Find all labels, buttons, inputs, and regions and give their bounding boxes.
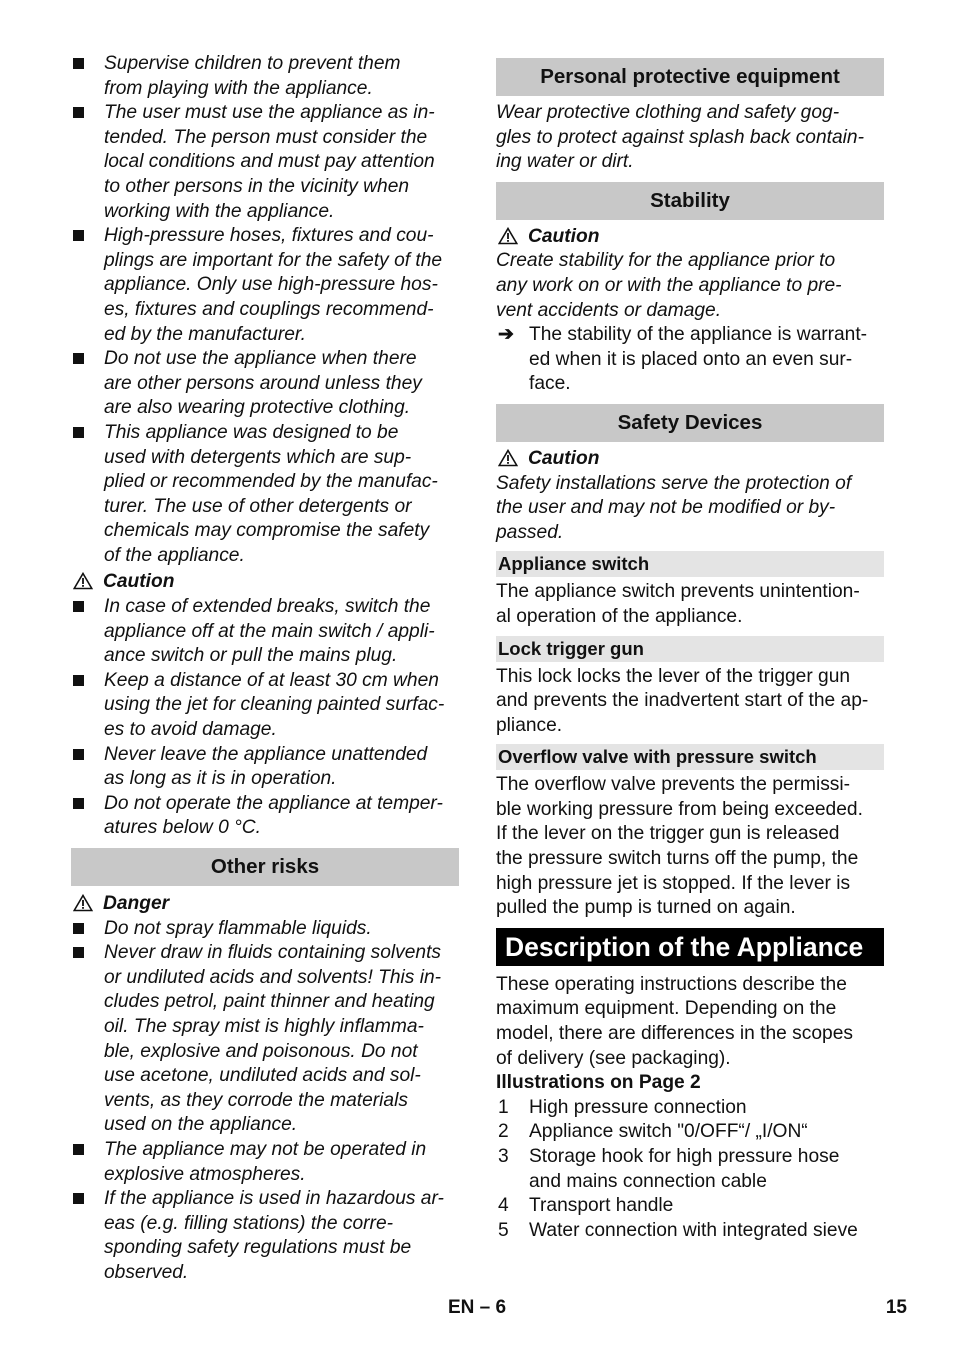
warning-triangle-icon	[498, 449, 518, 467]
appliance-switch-heading: Appliance switch	[496, 551, 884, 577]
text-line: Do not operate the appliance at temper-	[104, 792, 443, 814]
text-line: as long as it is in operation.	[104, 768, 337, 790]
text-line: Keep a distance of at least 30 cm when	[104, 669, 439, 691]
caution-notice	[71, 570, 459, 595]
text-line: cludes petrol, paint thinner and heating	[104, 991, 435, 1013]
text-line: tended. The person must consider the	[104, 126, 428, 148]
text-line: ance switch or pull the mains plug.	[104, 645, 398, 667]
text-line: from playing with the appliance.	[104, 77, 373, 99]
text-line: Storage hook for high pressure hose	[529, 1146, 840, 1167]
list-item	[496, 1219, 884, 1244]
caution-label: Caution	[528, 447, 600, 469]
item-number: 5	[498, 1219, 509, 1241]
text-line: pulled the pump is turned on again.	[496, 897, 796, 919]
bullet-item	[71, 669, 459, 743]
caution-label: Caution	[103, 571, 175, 593]
text-line: using the jet for cleaning painted surfac-	[104, 694, 445, 716]
item-number: 1	[498, 1096, 509, 1118]
safety-bullet-list	[71, 52, 459, 568]
text-line: turer. The use of other detergents or	[104, 495, 412, 517]
bullet-item	[71, 101, 459, 224]
text-line: The appliance may not be operated in	[104, 1138, 427, 1160]
stability-text	[496, 249, 884, 323]
text-line: are other persons around unless they	[104, 372, 422, 394]
description-text	[496, 973, 884, 1071]
left-column	[71, 52, 459, 1286]
text-line: ing water or dirt.	[496, 151, 634, 173]
item-number: 2	[498, 1121, 509, 1143]
bullet-item	[71, 743, 459, 792]
text-line: Water connection with integrated sieve	[529, 1219, 858, 1241]
text-line: of delivery (see packaging).	[496, 1047, 731, 1069]
list-item	[496, 1096, 884, 1121]
text-line: used with detergents which are sup-	[104, 446, 412, 468]
text-line: face.	[529, 373, 571, 395]
text-line: ed by the manufacturer.	[104, 323, 306, 345]
text-line: In case of extended breaks, switch the	[104, 596, 431, 618]
text-line: high pressure jet is stopped. If the lever is	[496, 872, 851, 894]
text-line: These operating instructions describe the	[496, 973, 847, 995]
ppe-heading: Personal protective equipment	[496, 58, 884, 96]
text-line: The user must use the appliance as in-	[104, 102, 435, 124]
text-line: plied or recommended by the manufac-	[104, 471, 438, 493]
text-line: use acetone, undiluted acids and sol-	[104, 1065, 421, 1087]
text-line: pliance.	[496, 714, 563, 736]
bullet-item	[71, 52, 459, 101]
overflow-valve-heading: Overflow valve with pressure switch	[496, 744, 884, 770]
bullet-item	[71, 792, 459, 841]
text-line: ble, explosive and poisonous. Do not	[104, 1040, 418, 1062]
text-line: This lock locks the lever of the trigger gun	[496, 665, 851, 687]
safety-caution-notice	[496, 447, 884, 472]
text-line: Safety installations serve the protection of	[496, 472, 852, 494]
warning-triangle-icon	[498, 227, 518, 245]
text-line: atures below 0 °C.	[104, 817, 261, 839]
text-line: Supervise children to prevent them	[104, 53, 401, 74]
bullet-item	[71, 421, 459, 569]
text-line: to other persons in the vicinity when	[104, 175, 410, 197]
text-line: working with the appliance.	[104, 200, 335, 222]
text-line: any work on or with the appliance to pre-	[496, 274, 842, 296]
item-number: 3	[498, 1146, 509, 1167]
text-line: or undiluted acids and solvents! This in-	[104, 966, 442, 988]
arrow-right-icon: ➔	[498, 324, 515, 346]
safety-devices-heading: Safety Devices	[496, 404, 884, 442]
bullet-item	[71, 224, 459, 347]
text-line: eas (e.g. filling stations) the corre-	[104, 1212, 394, 1234]
text-line: Transport handle	[529, 1195, 674, 1217]
danger-bullet-list	[71, 917, 459, 1286]
right-column	[496, 58, 884, 1243]
stability-result-text	[529, 323, 884, 397]
appliance-switch-text	[496, 580, 884, 629]
text-line: Never draw in fluids containing solvents	[104, 942, 442, 964]
text-line: Never leave the appliance unattended	[104, 743, 428, 765]
text-line: of the appliance.	[104, 544, 245, 566]
lock-trigger-heading: Lock trigger gun	[496, 636, 884, 662]
text-line: chemicals may compromise the safety	[104, 520, 430, 542]
text-line: The overflow valve prevents the permissi-	[496, 774, 851, 796]
danger-notice	[71, 892, 459, 917]
text-line: plings are important for the safety of the	[104, 249, 443, 271]
text-line: High-pressure hoses, fixtures and cou-	[104, 225, 434, 247]
text-line: ed when it is placed onto an even sur-	[529, 348, 853, 370]
bullet-item	[71, 941, 459, 1138]
text-line: es, fixtures and couplings recommend-	[104, 298, 434, 320]
lock-trigger-text	[496, 665, 884, 739]
text-line: The stability of the appliance is warrant-	[529, 324, 868, 346]
bullet-item	[71, 1187, 459, 1285]
text-line: used on the appliance.	[104, 1114, 298, 1136]
text-line: passed.	[496, 521, 564, 543]
bullet-item	[71, 595, 459, 669]
text-line: maximum equipment. Depending on the	[496, 998, 837, 1020]
text-line: and mains connection cable	[529, 1170, 767, 1192]
warning-triangle-icon	[73, 894, 93, 912]
text-line: and prevents the inadvertent start of the ap-	[496, 690, 869, 712]
text-line: local conditions and must pay attention	[104, 151, 435, 173]
text-line: al operation of the appliance.	[496, 605, 743, 627]
text-line: vent accidents or damage.	[496, 299, 722, 321]
text-line: oil. The spray mist is highly inflamma-	[104, 1015, 424, 1037]
caution-label: Caution	[528, 225, 600, 247]
text-line: Do not use the appliance when there	[104, 348, 417, 370]
component-list	[496, 1096, 884, 1244]
text-line: Wear protective clothing and safety gog-	[496, 102, 840, 123]
stability-caution-notice	[496, 225, 884, 250]
text-line: es to avoid damage.	[104, 719, 277, 741]
text-line: the pressure switch turns off the pump, the	[496, 848, 859, 870]
text-line: Appliance switch "0/OFF“/ „I/ON“	[529, 1121, 808, 1143]
text-line: If the appliance is used in hazardous ar-	[104, 1188, 444, 1210]
text-line: sponding safety regulations must be	[104, 1237, 412, 1259]
text-line: Do not spray flammable liquids.	[104, 917, 372, 939]
warning-triangle-icon	[73, 572, 93, 590]
text-line: The appliance switch prevents unintention-	[496, 581, 860, 603]
text-line: If the lever on the trigger gun is released	[496, 823, 840, 845]
illustrations-label: Illustrations on Page 2	[496, 1072, 701, 1094]
text-line: appliance. Only use high-pressure hos-	[104, 274, 438, 296]
footer-language-page: EN – 6	[447, 1297, 507, 1318]
page-number: 15	[885, 1297, 907, 1318]
text-line: This appliance was designed to be	[104, 421, 399, 443]
bullet-item	[71, 347, 459, 421]
ppe-text	[496, 101, 884, 175]
danger-label: Danger	[103, 893, 170, 914]
overflow-valve-text	[496, 773, 884, 921]
list-item	[496, 1194, 884, 1219]
text-line: vents, as they corrode the materials	[104, 1089, 408, 1111]
text-line: explosive atmospheres.	[104, 1163, 306, 1185]
text-line: ble working pressure from being exceeded.	[496, 798, 863, 820]
safety-text	[496, 472, 884, 546]
list-item	[496, 1120, 884, 1145]
text-line: gles to protect against splash back contain-	[496, 126, 864, 148]
text-line: observed.	[104, 1261, 189, 1283]
text-line: appliance off at the main switch / appli-	[104, 620, 435, 642]
text-line: the user and may not be modified or by-	[496, 497, 836, 519]
item-number: 4	[498, 1195, 509, 1217]
stability-heading: Stability	[496, 182, 884, 220]
caution-bullet-list	[71, 595, 459, 841]
text-line: are also wearing protective clothing.	[104, 397, 411, 419]
list-item	[496, 1145, 884, 1194]
bullet-item	[71, 1138, 459, 1187]
stability-result	[496, 323, 884, 397]
text-line: model, there are differences in the scopes	[496, 1023, 853, 1045]
text-line: Create stability for the appliance prior to	[496, 250, 836, 272]
description-heading: Description of the Appliance	[496, 928, 884, 966]
bullet-item	[71, 917, 459, 942]
text-line: High pressure connection	[529, 1096, 747, 1118]
other-risks-heading: Other risks	[71, 848, 459, 886]
